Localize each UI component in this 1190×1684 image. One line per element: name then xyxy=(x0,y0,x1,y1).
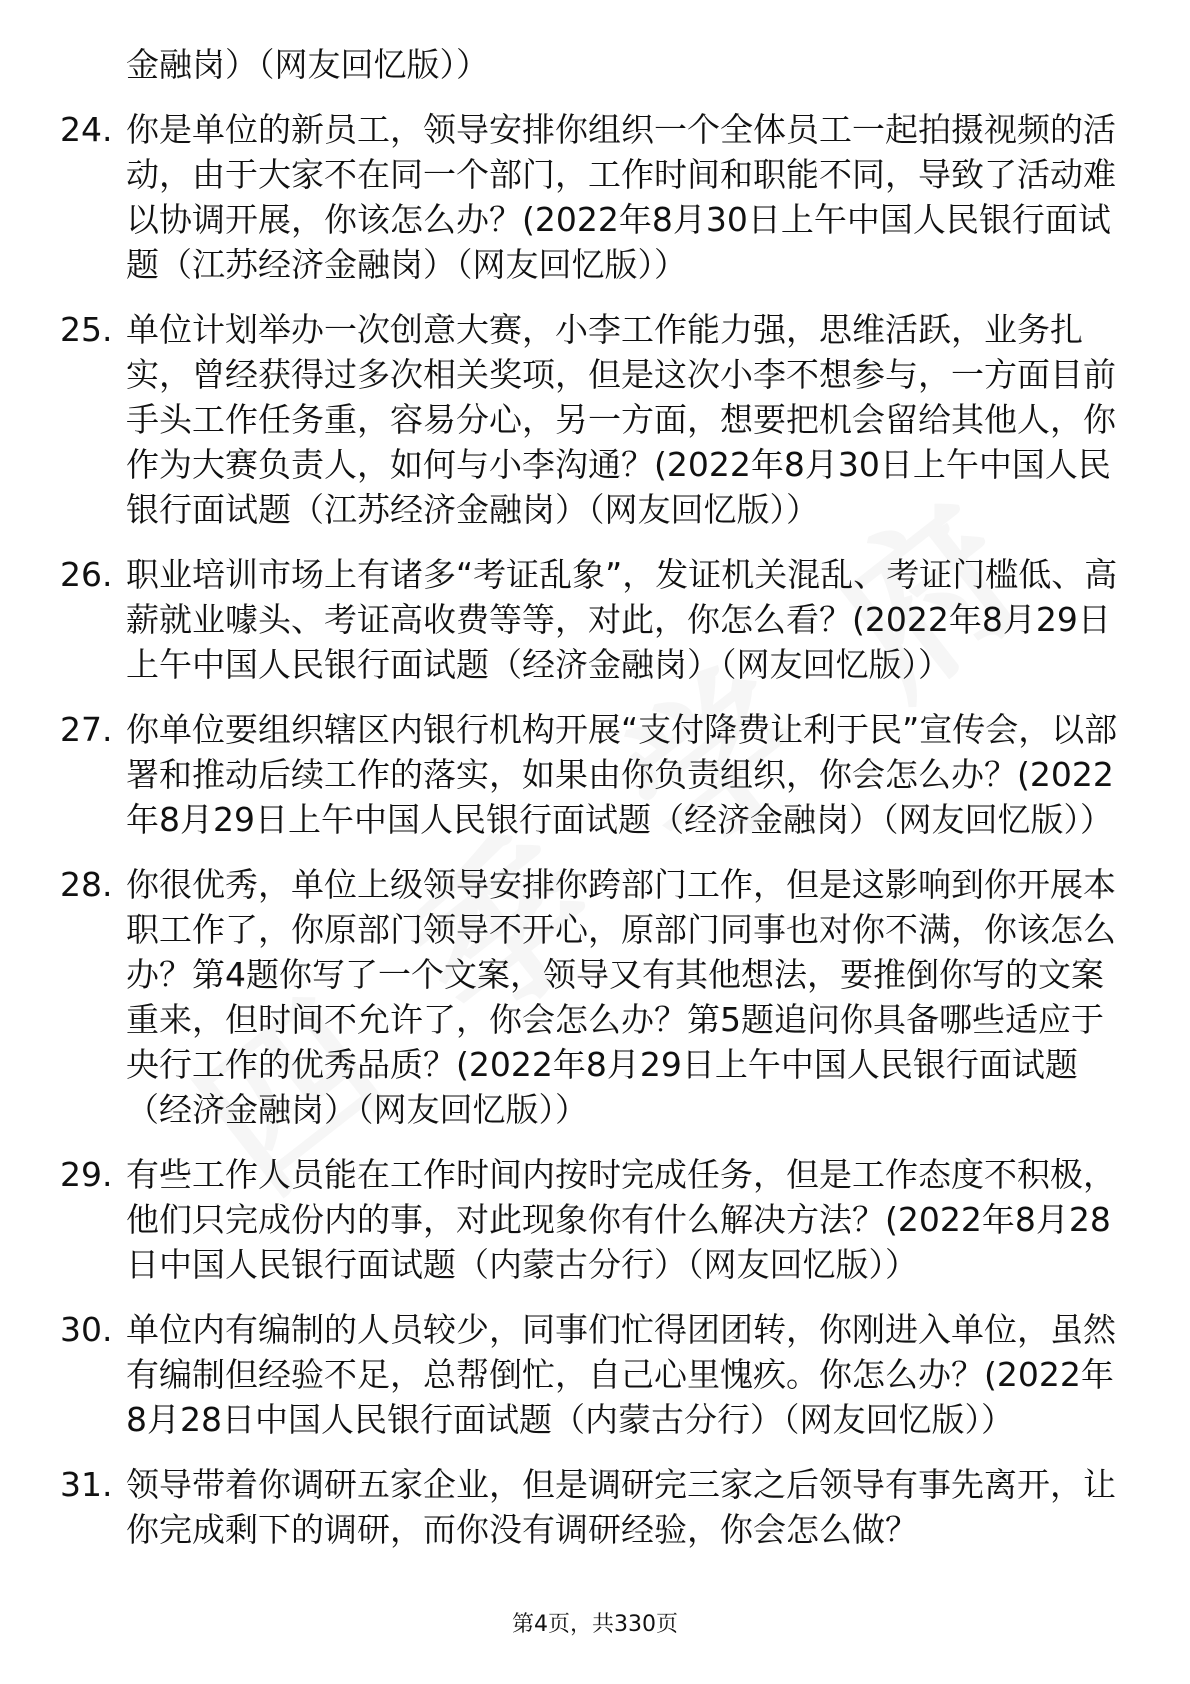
question-item xyxy=(60,1307,1130,1442)
question-item xyxy=(60,862,1130,1132)
question-item xyxy=(60,707,1130,842)
question-text: 你很优秀，单位上级领导安排你跨部门工作，但是这影响到你开展本职工作了，你原部门领导不开心，原部门同事也对你不满，你该怎么办？第4题你写了一个文案，领导又有其他想法，要推倒你写的文案重来，但时间不允许了，你会怎么办？第5题追问你具备哪些适应于央行工作的优秀品质？(2022年8月29日上午中国人民银行面试题（经济金融岗）（网友回忆版）） xyxy=(126,865,1116,1129)
question-text: 职业培训市场上有诸多“考证乱象”，发证机关混乱、考证门槛低、高薪就业噱头、考证高收费等等，对此，你怎么看？(2022年8月29日上午中国人民银行面试题（经济金融岗）（网友回忆版）） xyxy=(126,555,1118,684)
carryover-text: 金融岗）（网友回忆版）） xyxy=(126,45,489,84)
question-number: 31. xyxy=(60,1465,113,1504)
question-text: 你是单位的新员工，领导安排你组织一个全体员工一起拍摄视频的活动，由于大家不在同一个部门，工作时间和职能不同，导致了活动难以协调开展，你该怎么办？(2022年8月30日上午中国人民银行面试题（江苏经济金融岗）（网友回忆版）） xyxy=(126,110,1116,284)
question-item xyxy=(60,107,1130,287)
question-text: 有些工作人员能在工作时间内按时完成任务，但是工作态度不积极，他们只完成份内的事，对此现象你有什么解决方法？(2022年8月28日中国人民银行面试题（内蒙古分行）（网友回忆版）） xyxy=(126,1155,1116,1284)
page-footer: 第4页，共330页 xyxy=(512,1612,678,1637)
question-number: 26. xyxy=(60,555,113,594)
question-item xyxy=(60,1462,1130,1552)
question-text: 单位内有编制的人员较少，同事们忙得团团转，你刚进入单位，虽然有编制但经验不足，总帮倒忙，自己心里愧疚。你怎么办？(2022年8月28日中国人民银行面试题（内蒙古分行）（网友回忆版）） xyxy=(126,1310,1116,1439)
question-number: 24. xyxy=(60,110,113,149)
question-text: 你单位要组织辖区内银行机构开展“支付降费让利于民”宣传会，以部署和推动后续工作的落实，如果由你负责组织，你会怎么办？(2022年8月29日上午中国人民银行面试题（经济金融岗）（网友回忆版）） xyxy=(126,710,1118,839)
question-list xyxy=(60,42,1130,1572)
question-item xyxy=(60,307,1130,532)
question-item xyxy=(60,1152,1130,1287)
question-number: 25. xyxy=(60,310,113,349)
question-number: 29. xyxy=(60,1155,113,1194)
question-text: 领导带着你调研五家企业，但是调研完三家之后领导有事先离开，让你完成剩下的调研，而你没有调研经验，你会怎么做？ xyxy=(126,1465,1116,1549)
question-number: 27. xyxy=(60,710,113,749)
question-number: 28. xyxy=(60,865,113,904)
question-number: 30. xyxy=(60,1310,113,1349)
question-item xyxy=(60,552,1130,687)
question-text: 单位计划举办一次创意大赛，小李工作能力强，思维活跃，业务扎实，曾经获得过多次相关奖项，但是这次小李不想参与，一方面目前手头工作任务重，容易分心，另一方面，想要把机会留给其他人，你作为大赛负责人，如何与小李沟通？(2022年8月30日上午中国人民银行面试题（江苏经济金融岗）（网友回忆版）） xyxy=(126,310,1116,529)
